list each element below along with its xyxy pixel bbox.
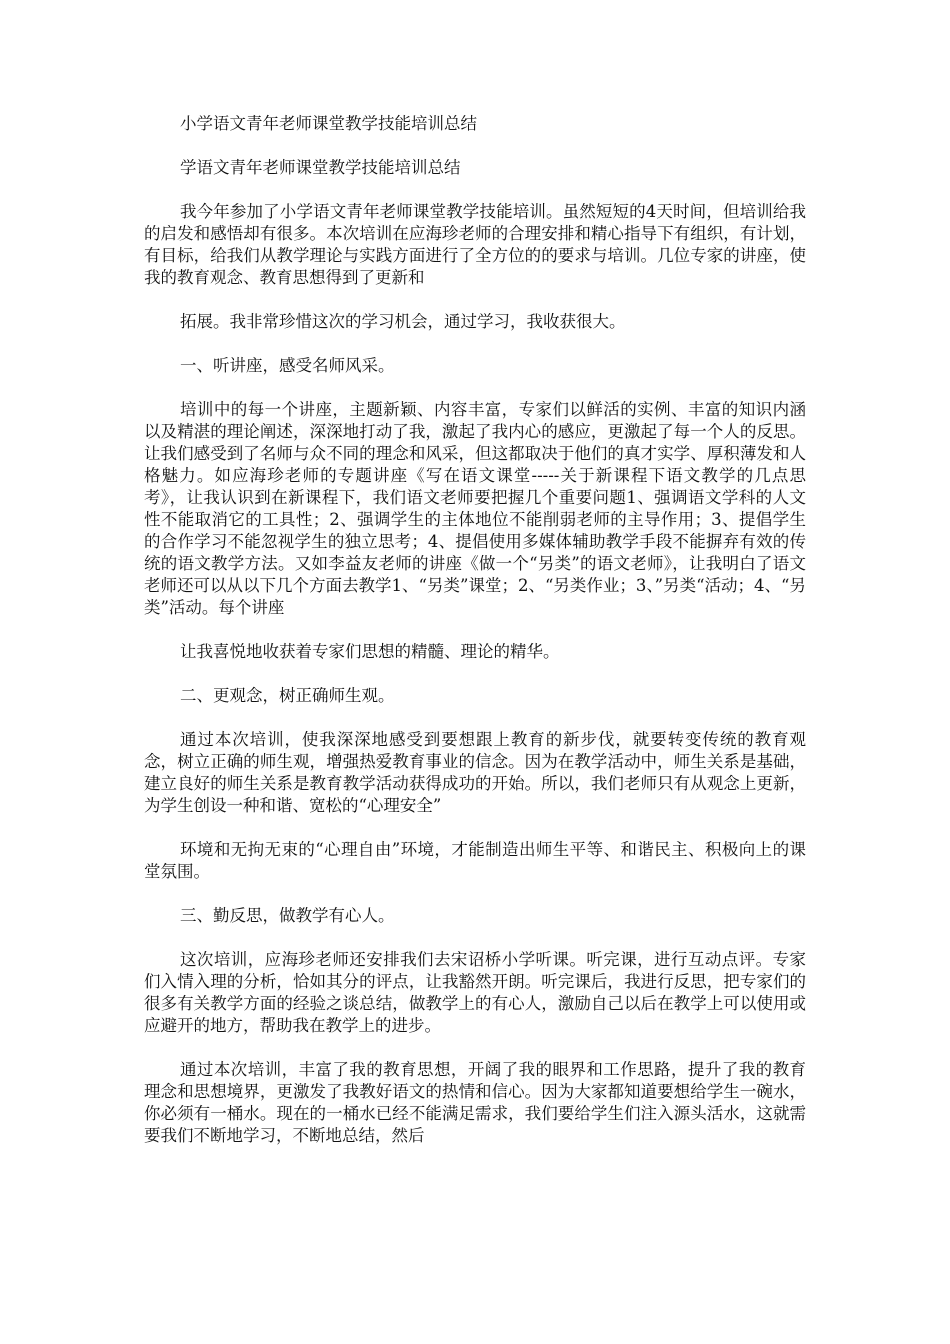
document-subtitle: 学语文青年老师课堂教学技能培训总结 bbox=[180, 158, 461, 177]
document-title: 小学语文青年老师课堂教学技能培训总结 bbox=[180, 114, 477, 133]
document-body bbox=[144, 113, 806, 1169]
section-heading-1: 一、听讲座，感受名师风采。 bbox=[180, 356, 395, 375]
paragraph-section-1: 培训中的每一个讲座，主题新颖、内容丰富，专家们以鲜活的实例、丰富的知识内涵以及精湛的理论阐述，深深地打动了我，激起了我内心的感应，更激起了每一个人的反思。让我们感受到了名师与众不同的理念和风采，但这都取决于他们的真才实学、厚积薄发和人格魅力。如应海珍老师的专题讲座《写在语文课堂-----关于新课程下语文教学的几点思考》，让我认识到在新课程下，我们语文老师要把握几个重要问题1、强调语文学科的人文性不能取消它的工具性；2、强调学生的主体地位不能削弱老师的主导作用；3、提倡学生的合作学习不能忽视学生的独立思考；4、提倡使用多媒体辅助教学手段不能摒弃有效的传统的语文教学方法。又如李益友老师的讲座《做一个“另类”的语文老师》，让我明白了语文老师还可以从以下几个方面去教学1、“另类”课堂；2、“另类作业；3、”另类“活动；4、“另类”活动。每个讲座 bbox=[144, 400, 806, 617]
section-heading-2: 二、更观念，树正确师生观。 bbox=[180, 686, 395, 705]
paragraph-section-2: 通过本次培训，使我深深地感受到要想跟上教育的新步伐，就要转变传统的教育观念，树立正确的师生观，增强热爱教育事业的信念。因为在教学活动中，师生关系是基础，建立良好的师生关系是教育教学活动获得成功的开始。所以，我们老师只有从观念上更新，为学生创设一种和谐、宽松的“心理安全” bbox=[144, 730, 806, 815]
paragraph-intro: 我今年参加了小学语文青年老师课堂教学技能培训。虽然短短的4天时间，但培训给我的启发和感悟却有很多。本次培训在应海珍老师的合理安排和精心指导下有组织，有计划，有目标，给我们从教学理论与实践方面进行了全方位的的要求与培训。几位专家的讲座，使我的教育观念、教育思想得到了更新和 bbox=[144, 202, 806, 287]
paragraph-conclusion: 通过本次培训，丰富了我的教育思想，开阔了我的眼界和工作思路，提升了我的教育理念和思想境界，更激发了我教好语文的热情和信心。因为大家都知道要想给学生一碗水，你必须有一桶水。现在的一桶水已经不能满足需求，我们要给学生们注入源头活水，这就需要我们不断地学习，不断地总结，然后 bbox=[144, 1060, 806, 1145]
section-heading-3: 三、勤反思，做教学有心人。 bbox=[180, 906, 395, 925]
paragraph-intro-continued: 拓展。我非常珍惜这次的学习机会，通过学习，我收获很大。 bbox=[180, 312, 626, 331]
paragraph-section-2-continued: 环境和无拘无束的“心理自由”环境，才能制造出师生平等、和谐民主、积极向上的课堂氛围。 bbox=[144, 840, 806, 881]
paragraph-section-3: 这次培训，应海珍老师还安排我们去宋诏桥小学听课。听完课，进行互动点评。专家们入情入理的分析，恰如其分的评点，让我豁然开朗。听完课后，我进行反思，把专家们的很多有关教学方面的经验之谈总结，做教学上的有心人，激励自己以后在教学上可以使用或应避开的地方，帮助我在教学上的进步。 bbox=[144, 950, 806, 1035]
paragraph-section-1-continued: 让我喜悦地收获着专家们思想的精髓、理论的精华。 bbox=[180, 642, 560, 661]
